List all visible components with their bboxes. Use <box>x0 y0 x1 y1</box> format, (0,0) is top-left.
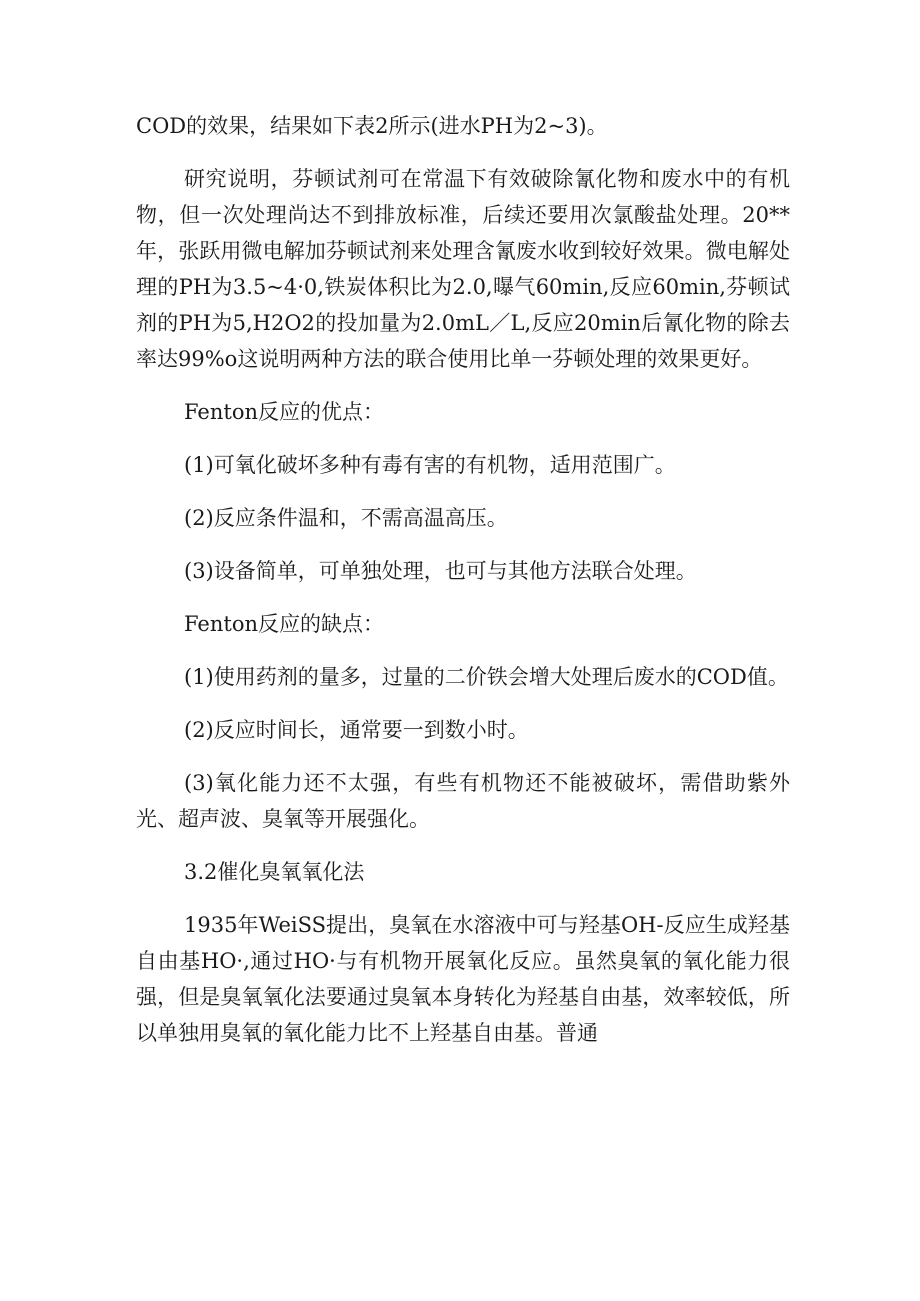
list-item-advantage-3: (3)设备简单，可单独处理，也可与其他方法联合处理。 <box>184 559 697 583</box>
paragraph-ozone-oxidation: 1935年WeiSS提出，臭氧在水溶液中可与羟基OH-反应生成羟基自由基HO·,通过HO·与有机物开展氧化反应。虽然臭氧的氧化能力很强，但是臭氧氧化法要通过臭氧本身转化为羟基自由基，效率较低，所以单独用臭氧的氧化能力比不上羟基自由基。普通 <box>136 913 790 1045</box>
list-item-disadvantage-1: (1)使用药剂的量多，过量的二价铁会增大处理后废水的COD值。 <box>184 665 789 689</box>
list-item-disadvantage-3: (3)氧化能力还不太强，有些有机物还不能被破坏，需借助紫外光、超声波、臭氧等开展强化。 <box>136 771 790 831</box>
paragraph-fenton-disadvantages-heading: Fenton反应的缺点： <box>184 612 384 636</box>
list-item-advantage-2: (2)反应条件温和，不需高温高压。 <box>184 506 508 530</box>
section-heading-3-2: 3.2催化臭氧氧化法 <box>184 860 365 884</box>
paragraph-cod-effect: COD的效果，结果如下表2所示(进水PH为2~3)。 <box>136 114 608 138</box>
document-body <box>136 108 790 1068</box>
paragraph-fenton-research: 研究说明，芬顿试剂可在常温下有效破除氰化物和废水中的有机物，但一次处理尚达不到排放标准，后续还要用次氯酸盐处理。20**年，张跃用微电解加芬顿试剂来处理含氰废水收到较好效果。微电解处理的PH为3.5~4·0,铁炭体积比为2.0,曝气60min,反应60min,芬顿试剂的PH为5,H2O2的投加量为2.0mL／L,反应20min后氰化物的除去率达99%o这说明两种方法的联合使用比单一芬顿处理的效果更好。 <box>136 167 790 371</box>
paragraph-fenton-advantages-heading: Fenton反应的优点： <box>184 400 384 424</box>
list-item-disadvantage-2: (2)反应时间长，通常要一到数小时。 <box>184 718 529 742</box>
list-item-advantage-1: (1)可氧化破坏多种有毒有害的有机物，适用范围广。 <box>184 453 676 477</box>
